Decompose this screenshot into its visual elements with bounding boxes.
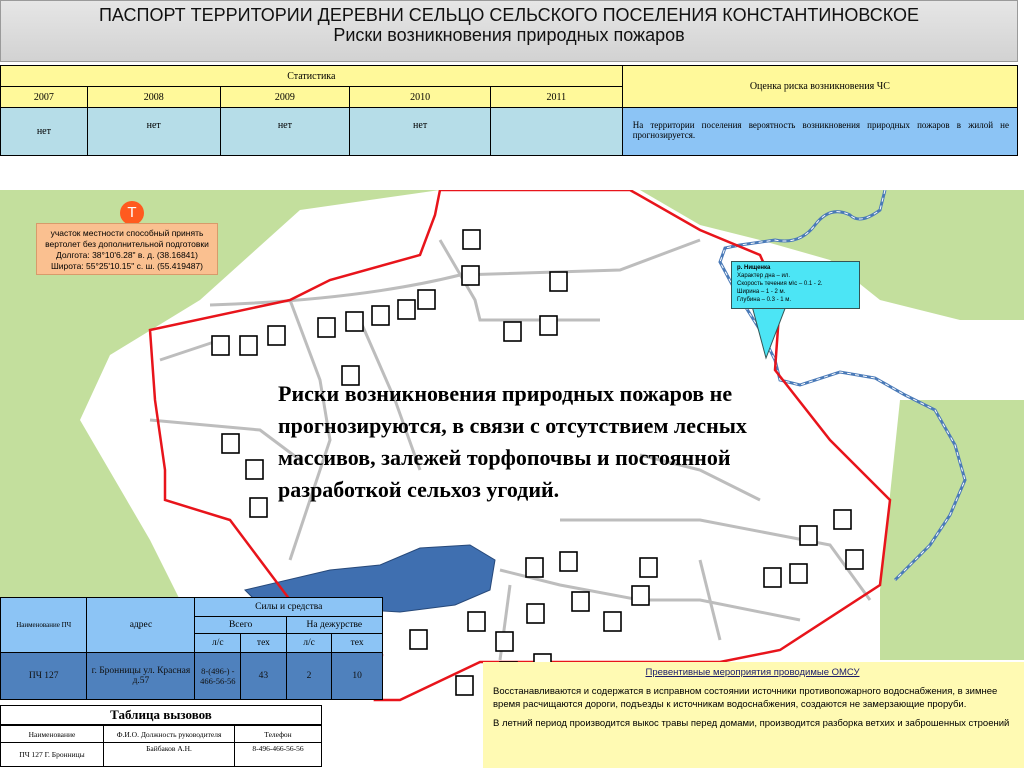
calls-col-head: Ф.И.О. Должность руководителя	[104, 726, 235, 743]
calls-table	[0, 725, 322, 767]
preventive-measures	[483, 662, 1024, 768]
value-2009: нет	[220, 108, 350, 156]
calls-row-phone: 8-496-466-56-56	[235, 743, 322, 767]
year-2011: 2011	[490, 87, 622, 108]
house-marker	[268, 326, 285, 345]
year-2008: 2008	[87, 87, 220, 108]
house-marker	[398, 300, 415, 319]
river-line: Ширина – 1 - 2 м.	[737, 289, 786, 295]
house-marker	[604, 612, 621, 631]
forces-row-total-tech: 43	[241, 653, 287, 700]
house-marker	[250, 498, 267, 517]
house-marker	[846, 550, 863, 569]
forces-group-header: Силы и средства	[195, 598, 383, 617]
house-marker	[834, 510, 851, 529]
river-callout-pointer	[750, 306, 790, 362]
calls-table-title: Таблица вызовов	[0, 705, 322, 725]
value-2011	[490, 108, 622, 156]
house-marker	[496, 632, 513, 651]
house-marker	[540, 316, 557, 335]
year-2007: 2007	[1, 87, 88, 108]
house-marker	[527, 604, 544, 623]
river-callout	[731, 261, 860, 309]
forces-duty-tech: тех	[332, 634, 383, 653]
forces-row-duty-tech: 10	[332, 653, 383, 700]
page-subtitle: Риски возникновения природных пожаров	[333, 25, 685, 45]
helipad-line: Долгота: 38°10'6.28" в. д. (38.16841)	[56, 250, 198, 260]
forces-row-duty-ls: 2	[286, 653, 332, 700]
house-marker	[504, 322, 521, 341]
year-2009: 2009	[220, 87, 350, 108]
forces-total-header: Всего	[195, 617, 286, 634]
measures-paragraph: В летний период производится выкос травы перед домами, производится разборка ветхих и заброшенных строений	[493, 718, 1010, 729]
house-marker	[632, 586, 649, 605]
risk-assessment-header: Оценка риска возникновения ЧС	[622, 66, 1017, 108]
house-marker	[572, 592, 589, 611]
house-marker	[764, 568, 781, 587]
forces-col-address: адрес	[87, 598, 195, 653]
helipad-line: участок местности способный принять	[50, 228, 204, 238]
measures-title: Превентивные мероприятия проводимые ОМСУ	[645, 667, 860, 678]
house-marker	[346, 312, 363, 331]
river-line: Глубина – 0.3 - 1 м.	[737, 297, 792, 303]
river-line: Характер дна – ил.	[737, 273, 791, 279]
measures-paragraph: Восстанавливаются и содержатся в исправном состоянии источники противопожарного водоснабжения, в зимнее время расчищаются дороги, подъезды к источникам водоснабжения, создаются не замерзающие проруби.	[493, 686, 998, 710]
house-marker	[462, 266, 479, 285]
calls-row-name: ПЧ 127 Г. Бронницы	[1, 743, 104, 767]
house-marker	[463, 230, 480, 249]
year-2010: 2010	[350, 87, 491, 108]
helipad-line: Широта: 55°25'10.15" с. ш. (55.419487)	[51, 261, 203, 271]
house-marker	[222, 434, 239, 453]
house-marker	[212, 336, 229, 355]
calls-col-name: Наименование	[1, 726, 104, 743]
helipad-note	[36, 223, 218, 275]
house-marker	[372, 306, 389, 325]
forces-row-address: г. Бронницы ул. Красная д.57	[87, 653, 195, 700]
house-marker	[800, 526, 817, 545]
forces-duty-ls: л/с	[286, 634, 332, 653]
river-name: р. Нищенка	[737, 265, 771, 271]
forces-row-total-ls: 8-(496-) - 466-56-56	[195, 653, 241, 700]
house-marker	[526, 558, 543, 577]
house-marker	[468, 612, 485, 631]
statistics-header: Статистика	[1, 66, 623, 87]
forces-row-name: ПЧ 127	[1, 653, 87, 700]
river-line: Скорость течения м\с – 0.1 - 2.	[737, 281, 823, 287]
value-2008: нет	[87, 108, 220, 156]
house-marker	[246, 460, 263, 479]
house-marker	[550, 272, 567, 291]
house-marker	[418, 290, 435, 309]
page-title: ПАСПОРТ ТЕРРИТОРИИ ДЕРЕВНИ СЕЛЬЦО СЕЛЬСКОГО ПОСЕЛЕНИЯ КОНСТАНТИНОВСКОЕ	[98, 5, 920, 25]
helipad-line: вертолет без дополнительной подготовки	[45, 239, 209, 249]
value-2010: нет	[350, 108, 491, 156]
helipad-icon: Т	[120, 201, 144, 225]
house-marker	[560, 552, 577, 571]
value-2007: нет	[1, 108, 88, 156]
forces-total-ls: л/с	[195, 634, 241, 653]
forces-total-tech: тех	[241, 634, 287, 653]
house-marker	[456, 676, 473, 695]
house-marker	[790, 564, 807, 583]
forces-col-name: Наименование ПЧ	[1, 598, 87, 653]
house-marker	[640, 558, 657, 577]
forces-table	[0, 597, 383, 700]
risk-statement: Риски возникновения природных пожаров не прогнозируются, в связи с отсутствием лесных массивов, залежей торфопочвы и постоянной разработкой сельхоз угодий.	[278, 381, 747, 502]
risk-assessment-text: На территории поселения вероятность возникновения природных пожаров в жилой не прогнозируется.	[622, 108, 1017, 156]
page-header	[0, 0, 1018, 62]
house-marker	[410, 630, 427, 649]
calls-col-phone: Телефон	[235, 726, 322, 743]
house-marker	[240, 336, 257, 355]
forces-duty-header: На дежурстве	[286, 617, 382, 634]
calls-row-head: Байбаков А.Н.	[104, 743, 235, 767]
statistics-table	[0, 65, 1018, 156]
house-marker	[318, 318, 335, 337]
